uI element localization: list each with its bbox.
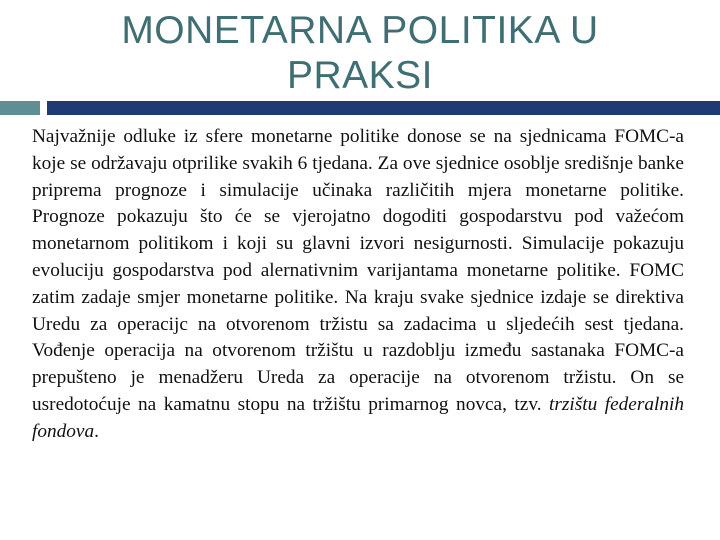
slide-title: MONETARNA POLITIKA U PRAKSI	[121, 9, 599, 97]
body-paragraph	[32, 124, 684, 446]
body-text-end: .	[94, 420, 99, 442]
title-rule-accent	[0, 101, 40, 115]
body-text-main: Najvažnije odluke iz sfere monetarne politike donose se na sjednicama FOMC-a koje se održavaju otprilike svakih 6 tjedana. Za ove sjednice osoblje središnje banke priprema prognoze i simulacije učinaka različitih mjera monetarne politike. Prognoze pokazuju što će se vjerojatno dogoditi gospodarstvu pod važećom monetarnom politikom i koji su glavni izvori nesigurnosti. Simulacije pokazuju evoluciju gospodarstva pod alernativnim varijantama monetarne politike. FOMC zatim zadaje smjer monetarne politike. Na kraju svake sjednice izdaje se direktiva Uredu za operacijc na otvorenom tržistu sa zadacima u sljedećih sest tjedana. Vođenje operacija na otvorenom tržištu u razdoblju između sastanaka FOMC-a prepušteno je menadžeru Ureda za operacije na otvorenom tržistu. On se usredotoćuje na kamatnu stopu na tržištu primarnog novca, tzv.	[32, 126, 684, 415]
title-rule-bar	[47, 101, 720, 115]
body-text-italic-term: trzištu federalnih fondova	[32, 393, 684, 442]
